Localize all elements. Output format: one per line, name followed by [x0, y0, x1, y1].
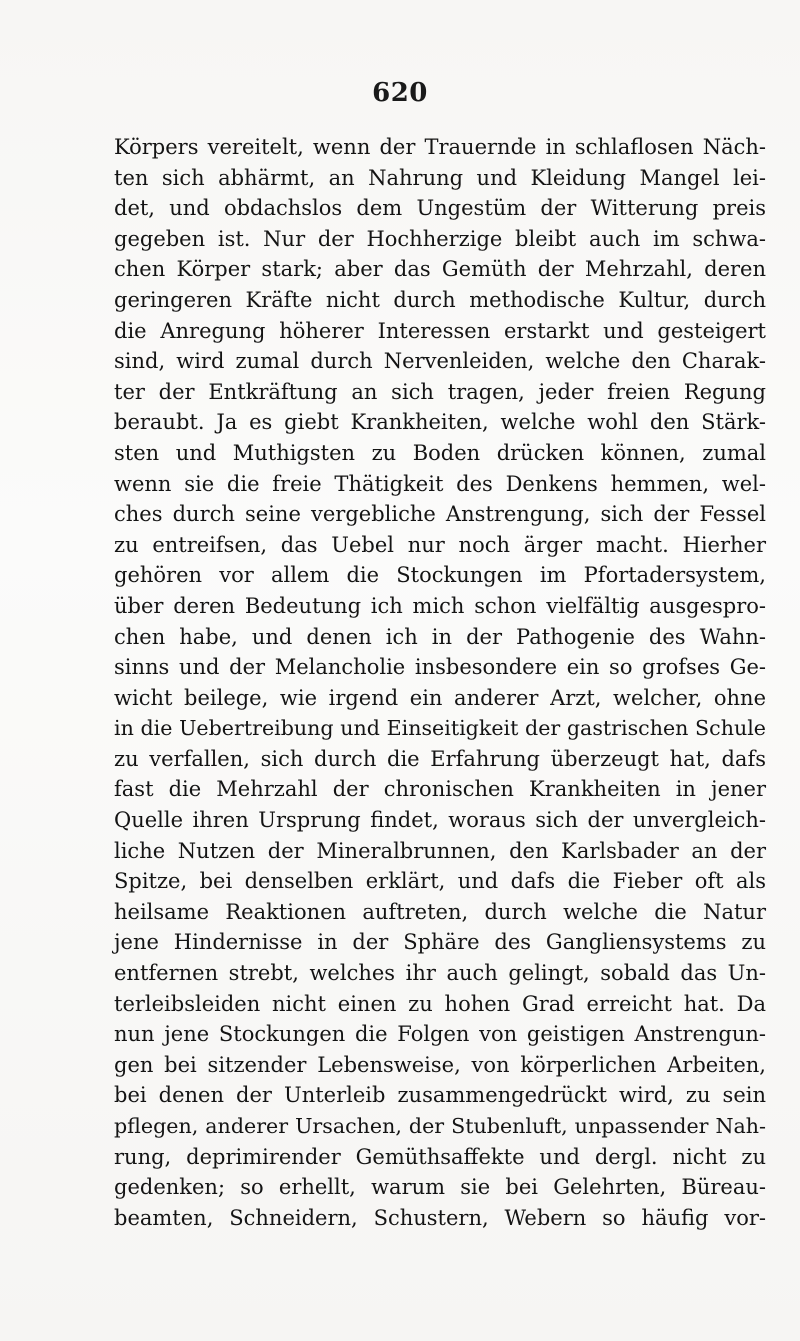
text-line: gehören vor allem die Stockungen im Pfortadersystem, — [114, 563, 766, 588]
text-line: die Anregung höherer Interessen erstarkt und gesteigert — [114, 318, 766, 343]
text-line: Körpers vereitelt, wenn der Trauernde in schlaflosen Näch- — [114, 135, 766, 159]
text-line: beraubt. Ja es giebt Krankheiten, welche wohl den Stärk- — [114, 410, 766, 435]
text-line: über deren Bedeutung ich mich schon vielfältig ausgespro- — [114, 593, 766, 618]
body-text — [114, 132, 766, 1233]
text-line: rung, deprimirender Gemüthsaffekte und dergl. nicht zu — [114, 1144, 766, 1169]
text-line: sinns und der Melancholie insbesondere ein so grofses Ge- — [114, 655, 766, 680]
text-line: ches durch seine vergebliche Anstrengung, sich der Fessel — [114, 502, 766, 527]
text-line: ten sich abhärmt, an Nahrung und Kleidung Mangel lei- — [114, 165, 766, 190]
text-line: beamten, Schneidern, Schustern, Webern so häufig vor- — [114, 1205, 766, 1230]
text-line: sind, wird zumal durch Nervenleiden, welche den Charak- — [114, 349, 766, 374]
text-line: chen Körper stark; aber das Gemüth der Mehrzahl, deren — [114, 257, 766, 282]
text-line: zu verfallen, sich durch die Erfahrung überzeugt hat, dafs — [114, 746, 766, 771]
text-line: ter der Entkräftung an sich tragen, jeder freien Regung — [114, 379, 766, 404]
text-line: chen habe, und denen ich in der Pathogenie des Wahn- — [114, 624, 766, 649]
text-line: liche Nutzen der Mineralbrunnen, den Karlsbader an der — [114, 838, 766, 863]
text-line: nun jene Stockungen die Folgen von geistigen Anstrengun- — [114, 1022, 766, 1047]
text-line: wenn sie die freie Thätigkeit des Denkens hemmen, wel- — [114, 471, 766, 496]
text-line: det, und obdachslos dem Ungestüm der Witterung preis — [114, 196, 766, 221]
text-line: wicht beilege, wie irgend ein anderer Arzt, welcher, ohne — [114, 685, 766, 710]
text-line: zu entreifsen, das Uebel nur noch ärger macht. Hierher — [114, 532, 766, 557]
text-line: bei denen der Unterleib zusammengedrückt wird, zu sein — [114, 1083, 766, 1108]
text-line: Quelle ihren Ursprung findet, woraus sich der unvergleich- — [114, 808, 766, 833]
text-line: sten und Muthigsten zu Boden drücken können, zumal — [114, 440, 766, 465]
text-line: gedenken; so erhellt, warum sie bei Gelehrten, Büreau- — [114, 1175, 766, 1200]
text-line: gegeben ist. Nur der Hochherzige bleibt auch im schwa- — [114, 226, 766, 251]
page-number: 620 — [372, 78, 428, 108]
text-line: fast die Mehrzahl der chronischen Krankheiten in jener — [114, 777, 766, 802]
text-line: jene Hindernisse in der Sphäre des Gangliensystems zu — [114, 930, 766, 955]
text-line: entfernen strebt, welches ihr auch gelingt, sobald das Un- — [114, 961, 766, 986]
text-line: Spitze, bei denselben erklärt, und dafs die Fieber oft als — [114, 869, 766, 894]
text-line: gen bei sitzender Lebensweise, von körperlichen Arbeiten, — [114, 1052, 766, 1077]
text-line: heilsame Reaktionen auftreten, durch welche die Natur — [114, 899, 766, 924]
text-line: terleibsleiden nicht einen zu hohen Grad erreicht hat. Da — [114, 991, 766, 1016]
text-line: in die Uebertreibung und Einseitigkeit der gastrischen Schule — [114, 716, 766, 741]
text-line: geringeren Kräfte nicht durch methodische Kultur, durch — [114, 287, 766, 312]
text-line: pflegen, anderer Ursachen, der Stubenluft, unpassender Nah- — [114, 1114, 766, 1138]
